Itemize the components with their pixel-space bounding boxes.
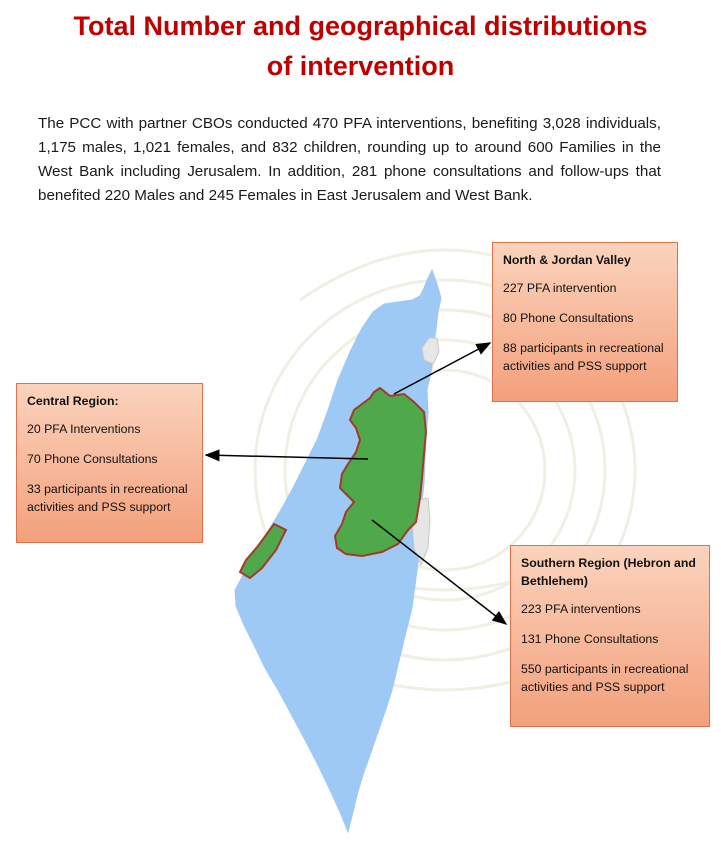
central-participants: 33 participants in recreational activities and PSS support <box>27 482 188 514</box>
south-participants: 550 participants in recreational activities and PSS support <box>521 662 689 694</box>
central-pfa-count: 20 PFA Interventions <box>27 422 141 436</box>
intro-paragraph: The PCC with partner CBOs conducted 470 PFA interventions, benefiting 3,028 individuals, 1,175 males, 1,021 females, and 832 children, rounding up to around 600 Families in the West Bank including Jerusalem. In addition, 281 phone consultations and follow-ups that benefited 220 Males and 245 Females in East Jerusalem and West Bank. <box>38 115 661 204</box>
north-region-title: North & Jordan Valley <box>503 253 631 267</box>
north-phone-count: 80 Phone Consultations <box>503 311 634 325</box>
central-phone-count: 70 Phone Consultations <box>27 452 158 466</box>
north-region-callout <box>492 242 678 402</box>
south-region-callout <box>510 545 710 727</box>
south-phone-count: 131 Phone Consultations <box>521 632 659 646</box>
south-pfa-count: 223 PFA interventions <box>521 602 641 616</box>
central-region-callout <box>16 383 203 543</box>
central-region-title: Central Region: <box>27 394 119 408</box>
north-pfa-count: 227 PFA intervention <box>503 281 617 295</box>
page-title-line-2: of intervention <box>266 51 455 81</box>
page-title-line-1: Total Number and geographical distributions <box>73 11 648 41</box>
south-region-title: Southern Region (Hebron and Bethlehem) <box>521 556 696 588</box>
north-participants: 88 participants in recreational activities and PSS support <box>503 341 664 373</box>
